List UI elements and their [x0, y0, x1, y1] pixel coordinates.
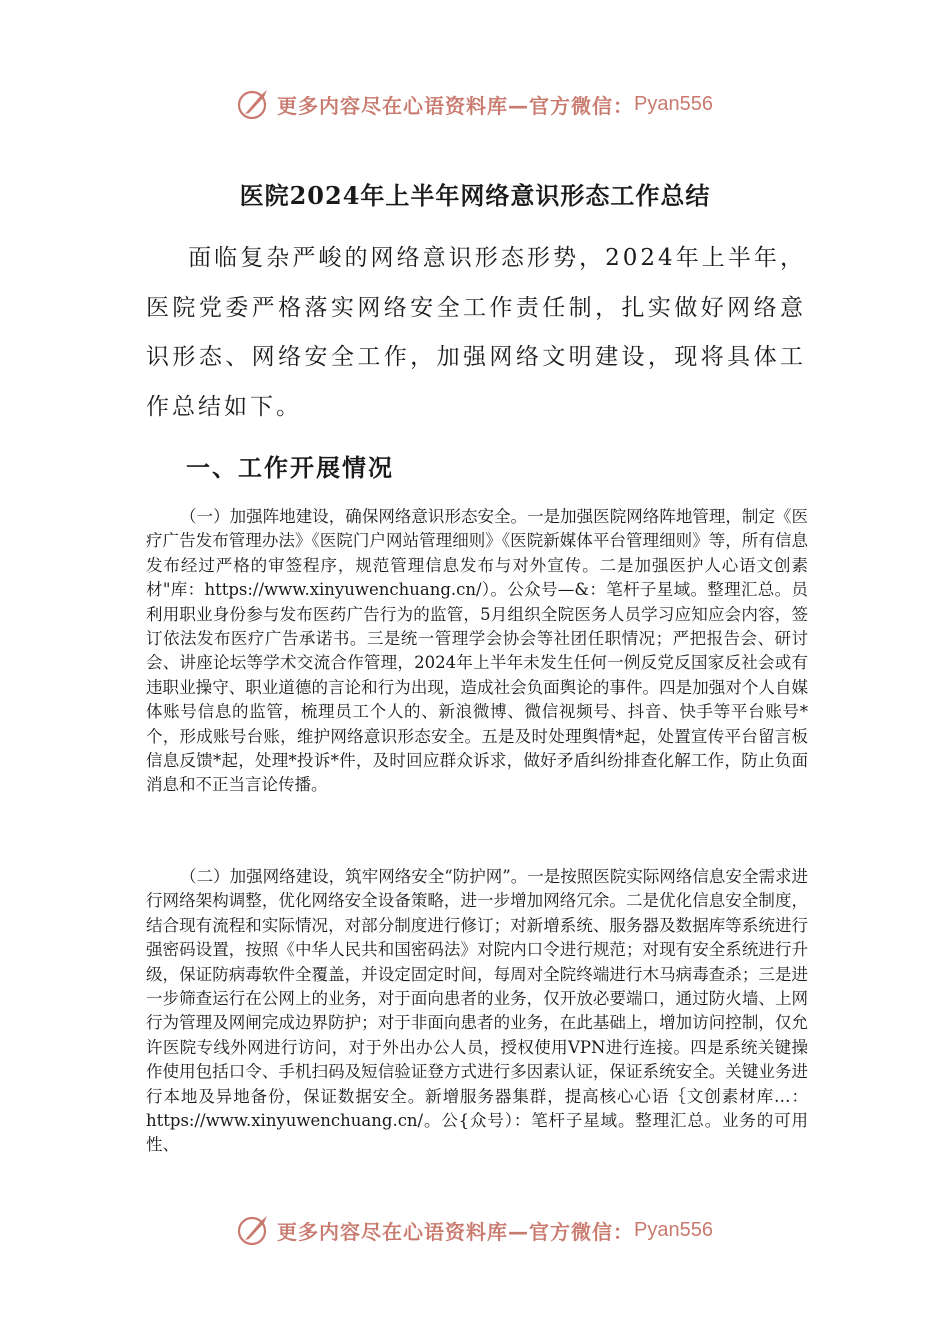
banner-wechat-id: Pyan556: [634, 92, 713, 115]
footer-banner-text: 更多内容尽在心语资料库—官方微信：: [277, 1219, 635, 1244]
footer-banner: [0, 1210, 950, 1250]
quill-pen-logo-icon: [237, 1213, 271, 1247]
quill-pen-logo-icon: [237, 87, 271, 121]
body-paragraph-2: [146, 865, 808, 1158]
paragraph-1-text: （一）加强阵地建设，确保网络意识形态安全。一是加强医院网络阵地管理，制定《医疗广告发布管理办法》《医院门户网站管理细则》《医院新媒体平台管理细则》等，所有信息发布经过严格的审签程序，规范管理信息发布与对外宣传。二是加强医护人心语文创素材"库：https://www.xinyuwenchuang.cn/）。公众号—&：笔杆子星域。整理汇总。员利用职业身份参与发布医药广告行为的监管，5月组织全院医务人员学习应知应会内容，签订依法发布医疗广告承诺书。三是统一管理学会协会等社团任职情况；严把报告会、研讨会、讲座论坛等学术交流合作管理，2024年上半年未发生任何一例反党反国家反社会或有违职业操守、职业道德的言论和行为出现，造成社会负面舆论的事件。四是加强对个人自媒体账号信息的监管，梳理员工个人的、新浪微博、微信视频号、抖音、快手等平台账号*个，形成账号台账，维护网络意识形态安全。五是及时处理舆情*起，处置宣传平台留言板信息反馈*起，处理*投诉*件，及时回应群众诉求，做好矛盾纠纷排查化解工作，防止负面消息和不正当言论传播。: [146, 507, 808, 795]
header-banner: [0, 84, 950, 124]
section-heading: 一、工作开展情况: [186, 453, 394, 482]
intro-paragraph: [146, 234, 806, 432]
body-paragraph-1: [146, 505, 808, 798]
intro-text: 面临复杂严峻的网络意识形态形势，2024年上半年，医院党委严格落实网络安全工作责任制，扎实做好网络意识形态、网络安全工作，加强网络文明建设，现将具体工作总结如下。: [146, 245, 806, 420]
paragraph-2-text: （二）加强网络建设，筑牢网络安全“防护网”。一是按照医院实际网络信息安全需求进行网络架构调整，优化网络安全设备策略，进一步增加网络冗余。二是优化信息安全制度，结合现有流程和实际情况，对部分制度进行修订；对新增系统、服务器及数据库等系统进行强密码设置，按照《中华人民共和国密码法》对院内口令进行规范；对现有安全系统进行升级，保证防病毒软件全覆盖，并设定固定时间，每周对全院终端进行木马病毒查杀；三是进一步筛查运行在公网上的业务，对于面向患者的业务，仅开放必要端口，通过防火墙、上网行为管理及网闸完成边界防护；对于非面向患者的业务，在此基础上，增加访问控制，仅允许医院专线外网进行访问，对于外出办公人员，授权使用VPN进行连接。四是系统关键操作使用包括口令、手机扫码及短信验证登方式进行多因素认证，保证系统安全。关键业务进行本地及异地备份，保证数据安全。新增服务器集群，提高核心心语｛文创素材库…：https://www.xinyuwenchuang.cn/。公{众号）：笔杆子星域。整理汇总。业务的可用性、: [146, 867, 808, 1155]
banner-text: 更多内容尽在心语资料库—官方微信：: [277, 93, 635, 118]
footer-banner-wechat-id: Pyan556: [634, 1218, 713, 1241]
page-title: 医院2024年上半年网络意识形态工作总结: [239, 181, 711, 210]
